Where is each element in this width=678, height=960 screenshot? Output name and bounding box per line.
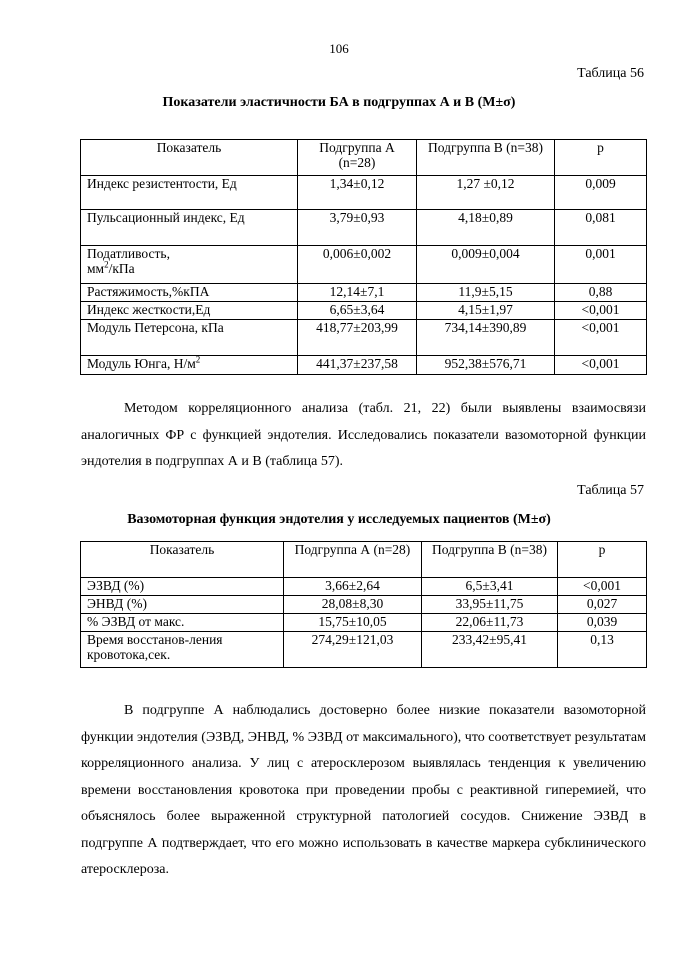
row-label-text: Податливость, bbox=[87, 246, 170, 261]
row-label bbox=[81, 356, 298, 375]
value-group-b: 952,38±576,71 bbox=[417, 356, 555, 375]
value-group-a: 12,14±7,1 bbox=[298, 284, 417, 302]
row-label bbox=[81, 246, 298, 284]
table-57-caption: Таблица 57 bbox=[577, 483, 644, 498]
table-header-row bbox=[81, 140, 647, 176]
row-label: Индекс жесткости,Ед bbox=[81, 302, 298, 320]
value-group-b: 734,14±390,89 bbox=[417, 320, 555, 356]
value-group-a: 0,006±0,002 bbox=[298, 246, 417, 284]
value-p: 0,009 bbox=[555, 176, 647, 210]
table-row bbox=[81, 284, 647, 302]
value-p: <0,001 bbox=[555, 320, 647, 356]
header-indicator: Показатель bbox=[81, 542, 284, 578]
page-number: 106 bbox=[329, 41, 349, 56]
value-group-b: 4,15±1,97 bbox=[417, 302, 555, 320]
header-group-a: Подгруппа А (n=28) bbox=[298, 140, 417, 176]
value-group-a: 3,79±0,93 bbox=[298, 210, 417, 246]
row-label: Время восстанов-ления кровотока,сек. bbox=[81, 632, 284, 668]
table-56 bbox=[80, 139, 647, 375]
row-label: Пульсационный индекс, Ед bbox=[81, 210, 298, 246]
value-group-a: 15,75±10,05 bbox=[284, 614, 422, 632]
table-row bbox=[81, 246, 647, 284]
table-row bbox=[81, 356, 647, 375]
value-p: 0,039 bbox=[558, 614, 647, 632]
row-label-text: Модуль Юнга, Н/м bbox=[87, 356, 196, 371]
value-group-a: 1,34±0,12 bbox=[298, 176, 417, 210]
header-p: p bbox=[555, 140, 647, 176]
value-p: 0,13 bbox=[558, 632, 647, 668]
header-group-b: Подгруппа В (n=38) bbox=[417, 140, 555, 176]
body-paragraph-2 bbox=[81, 698, 646, 884]
superscript: 2 bbox=[195, 354, 201, 365]
value-p: <0,001 bbox=[555, 302, 647, 320]
header-group-b: Подгруппа В (n=38) bbox=[422, 542, 558, 578]
value-group-a: 441,37±237,58 bbox=[298, 356, 417, 375]
table-row bbox=[81, 302, 647, 320]
value-group-b: 1,27 ±0,12 bbox=[417, 176, 555, 210]
row-label: Модуль Петерсона, кПа bbox=[81, 320, 298, 356]
value-group-a: 28,08±8,30 bbox=[284, 596, 422, 614]
table-57-title: Вазомоторная функция эндотелия у исследуемых пациентов (M±σ) bbox=[127, 512, 551, 527]
table-row bbox=[81, 320, 647, 356]
unit-text: мм bbox=[87, 261, 105, 276]
table-row bbox=[81, 210, 647, 246]
row-label: Растяжимость,%кПА bbox=[81, 284, 298, 302]
value-p: <0,001 bbox=[558, 578, 647, 596]
value-p: 0,001 bbox=[555, 246, 647, 284]
table-56-caption: Таблица 56 bbox=[577, 66, 644, 81]
value-group-a: 418,77±203,99 bbox=[298, 320, 417, 356]
body-paragraph-1 bbox=[81, 396, 646, 476]
paragraph-text: Методом корреляционного анализа (табл. 21, 22) были выявлены взаимосвязи аналогичных ФР с функцией эндотелия. Исследовались показатели вазомоторной функции эндотелия в подгруппах А и В (таблица 57). bbox=[81, 401, 646, 469]
value-group-b: 6,5±3,41 bbox=[422, 578, 558, 596]
value-p: 0,027 bbox=[558, 596, 647, 614]
paragraph-text: В подгруппе А наблюдались достоверно более низкие показатели вазомоторной функции эндотелия (ЭЗВД, ЭНВД, % ЭЗВД от максимального), что соответствует результатам корреляционного анализа. У лиц с атеросклерозом выявлялась тенденция к увеличению времени восстановления кровотока при проведении пробы с реактивной гиперемией, что объяснялось более выраженной структурной патологией сосудов. Снижение ЭЗВД в подгруппе А подтверждает, что его можно использовать в качестве маркера субклинического атеросклероза. bbox=[81, 703, 646, 877]
value-group-b: 22,06±11,73 bbox=[422, 614, 558, 632]
table-row bbox=[81, 614, 647, 632]
value-group-b: 0,009±0,004 bbox=[417, 246, 555, 284]
table-56-title: Показатели эластичности БА в подгруппах А и В (M±σ) bbox=[162, 95, 516, 110]
row-label: Индекс резистентости, Ед bbox=[81, 176, 298, 210]
header-p: p bbox=[558, 542, 647, 578]
superscript: 2 bbox=[104, 259, 109, 270]
value-group-a: 6,65±3,64 bbox=[298, 302, 417, 320]
value-group-b: 11,9±5,15 bbox=[417, 284, 555, 302]
table-row bbox=[81, 632, 647, 668]
row-label: ЭЗВД (%) bbox=[81, 578, 284, 596]
value-group-a: 274,29±121,03 bbox=[284, 632, 422, 668]
value-p: <0,001 bbox=[555, 356, 647, 375]
row-label: % ЭЗВД от макс. bbox=[81, 614, 284, 632]
header-indicator: Показатель bbox=[81, 140, 298, 176]
header-group-a: Подгруппа А (n=28) bbox=[284, 542, 422, 578]
unit-text: /кПа bbox=[108, 261, 135, 276]
value-group-a: 3,66±2,64 bbox=[284, 578, 422, 596]
value-p: 0,88 bbox=[555, 284, 647, 302]
value-group-b: 233,42±95,41 bbox=[422, 632, 558, 668]
table-row bbox=[81, 596, 647, 614]
table-header-row bbox=[81, 542, 647, 578]
value-group-b: 33,95±11,75 bbox=[422, 596, 558, 614]
value-group-b: 4,18±0,89 bbox=[417, 210, 555, 246]
row-label: ЭНВД (%) bbox=[81, 596, 284, 614]
table-row bbox=[81, 176, 647, 210]
table-row bbox=[81, 578, 647, 596]
table-57 bbox=[80, 541, 647, 668]
value-p: 0,081 bbox=[555, 210, 647, 246]
